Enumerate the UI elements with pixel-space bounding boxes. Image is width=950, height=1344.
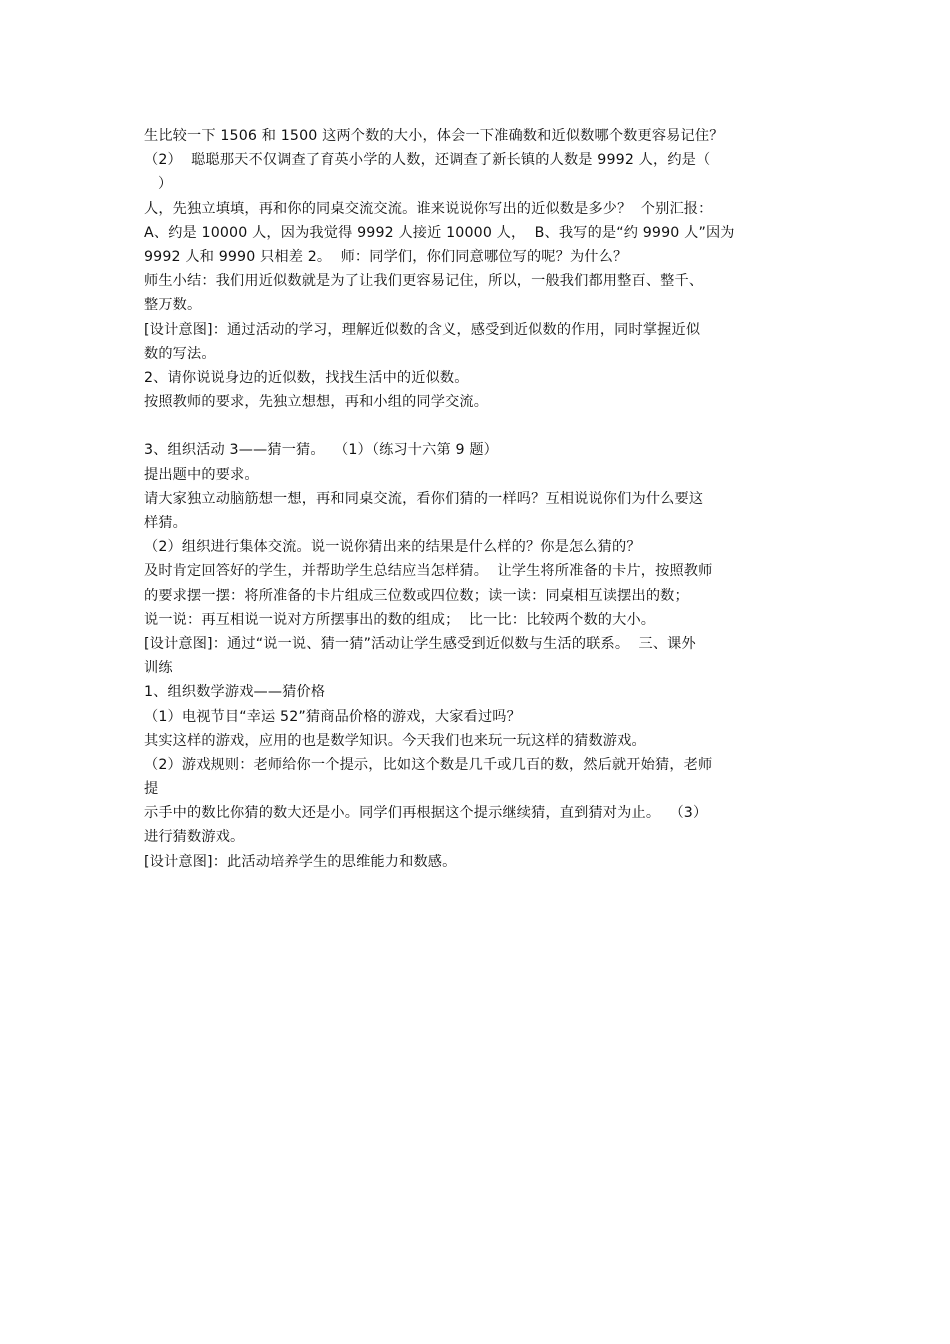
text-line: 说一说：再互相说一说对方所摆事出的数的组成； 比一比：比较两个数的大小。 — [144, 611, 656, 628]
text-line: 按照教师的要求，先独立想想，再和小组的同学交流。 — [144, 394, 489, 411]
text-line: 人，先独立填填，再和你的同桌交流交流。谁来说说你写出的近似数是多少？ 个别汇报： — [144, 200, 713, 217]
text-line: 提 — [144, 781, 159, 798]
text-line: 示手中的数比你猜的数大还是小。同学们再根据这个提示继续猜，直到猜对为止。 （3） — [144, 805, 708, 822]
text-line: 的要求摆一摆：将所准备的卡片组成三位数或四位数；读一读：同桌相互读摆出的数； — [144, 587, 689, 604]
text-line: [设计意图]：通过“说一说、猜一猜”活动让学生感受到近似数与生活的联系。 三、课外 — [144, 635, 696, 652]
text-line: 师生小结：我们用近似数就是为了让我们更容易记住，所以，一般我们都用整百、整千、 — [144, 273, 704, 290]
text-line: 1、组织数学游戏——猜价格 — [144, 684, 326, 701]
text-line: 请大家独立动脑筋想一想，再和同桌交流，看你们猜的一样吗？互相说说你们为什么要这 — [144, 490, 704, 507]
text-line: （2） 聪聪那天不仅调查了育英小学的人数，还调查了新长镇的人数是 9992 人，约是（ — [144, 152, 711, 169]
blank-line — [144, 414, 810, 438]
text-line: A、约是 10000 人，因为我觉得 9992 人接近 10000 人， B、我写的是“约 9990 人”因为 — [144, 224, 735, 241]
text-line: ） — [144, 176, 173, 193]
text-line: （2）组织进行集体交流。说一说你猜出来的结果是什么样的？你是怎么猜的？ — [144, 539, 641, 556]
text-line: 生比较一下 1506 和 1500 这两个数的大小，体会一下准确数和近似数哪个数更容易记住？ — [144, 128, 724, 144]
text-line: 及时肯定回答好的学生，并帮助学生总结应当怎样猜。 让学生将所准备的卡片，按照教师 — [144, 563, 713, 580]
text-line: 样猜。 — [144, 515, 188, 531]
text-line: [设计意图]：此活动培养学生的思维能力和数感。 — [144, 853, 457, 870]
text-line: 训练 — [144, 660, 173, 677]
text-line: 2、请你说说身边的近似数，找找生活中的近似数。 — [144, 369, 469, 386]
text-line: 数的写法。 — [144, 345, 216, 362]
text-line: （2）游戏规则：老师给你一个提示，比如这个数是几千或几百的数，然后就开始猜，老师 — [144, 756, 713, 773]
text-line: 其实这样的游戏，应用的也是数学知识。今天我们也来玩一玩这样的猜数游戏。 — [144, 732, 646, 749]
text-line: [设计意图]：通过活动的学习，理解近似数的含义，感受到近似数的作用，同时掌握近似 — [144, 321, 701, 338]
text-line: 3、组织活动 3——猜一猜。 （1）（练习十六第 9 题） — [144, 442, 498, 459]
text-line: （1）电视节目“幸运 52”猜商品价格的游戏，大家看过吗？ — [144, 708, 521, 725]
text-line: 整万数。 — [144, 297, 202, 314]
text-line: 9992 人和 9990 只相差 2。 师：同学们，你们同意哪位写的呢？为什么？ — [144, 248, 628, 265]
text-line: 提出题中的要求。 — [144, 466, 259, 483]
document-body — [144, 124, 810, 874]
text-line: 进行猜数游戏。 — [144, 829, 245, 846]
